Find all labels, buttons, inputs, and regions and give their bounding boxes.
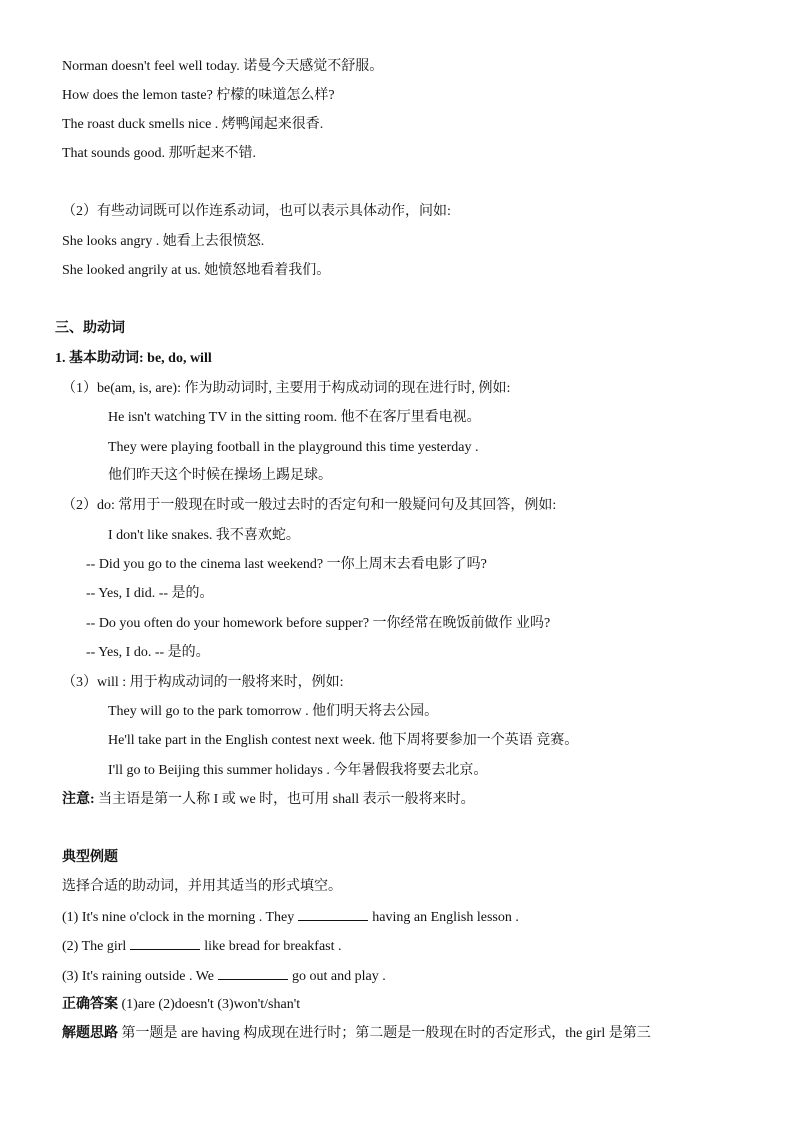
question-1: [62, 908, 519, 927]
answer-text: (1)are (2)doesn't (3)won't/shan't: [118, 997, 301, 1012]
note: [62, 791, 475, 809]
note-text: 当主语是第一人称 I 或 we 时，也可用 shall 表示一般将来时。: [94, 792, 475, 807]
question-2: [62, 937, 342, 956]
question-text: (3) It's raining outside . We: [62, 969, 214, 984]
answer: [62, 996, 300, 1014]
example-line: The roast duck smells nice . 烤鸭闻起来很香.: [62, 117, 324, 132]
be-intro: （1）be(am, is, are): 作为助动词时, 主要用于构成动词的现在进行时, 例如:: [62, 381, 511, 396]
question-text: (2) The girl: [62, 939, 127, 954]
answer-label: 正确答案: [62, 997, 118, 1012]
reasoning-label: 解题思路: [62, 1026, 118, 1041]
will-intro: （3）will : 用于构成动词的一般将来时，例如:: [62, 675, 344, 690]
section-heading: 三、助动词: [55, 321, 125, 336]
example-line: That sounds good. 那听起来不错.: [62, 146, 257, 161]
question-3: [62, 967, 386, 986]
example-line: I'll go to Beijing this summer holidays . 今年暑假我将要去北京。: [108, 763, 488, 778]
answer-blank: [298, 908, 368, 921]
example-line: They were playing football in the playground this time yesterday .: [108, 440, 479, 455]
example-line: She looked angrily at us. 她愤怒地看着我们。: [62, 263, 331, 278]
dialogue-line: -- Did you go to the cinema last weekend? 一你上周末去看电影了吗?: [86, 557, 487, 572]
question-text: (1) It's nine o'clock in the morning . They: [62, 910, 295, 925]
example-line: They will go to the park tomorrow . 他们明天将去公园。: [108, 704, 439, 719]
example-line: He isn't watching TV in the sitting room. 他不在客厅里看电视。: [108, 410, 481, 425]
dialogue-line: -- Do you often do your homework before supper? 一你经常在晚饭前做作 业吗?: [86, 616, 551, 631]
example-line: Norman doesn't feel well today. 诺曼今天感觉不舒服。: [62, 59, 384, 74]
dialogue-line: -- Yes, I do. -- 是的。: [86, 645, 210, 660]
exercise-instruction: 选择合适的助动词，并用其适当的形式填空。: [62, 879, 342, 894]
dual-verbs-intro: （2）有些动词既可以作连系动词，也可以表示具体动作，问如:: [62, 204, 451, 219]
do-intro: （2）do: 常用于一般现在时或一般过去时的否定句和一般疑问句及其回答，例如:: [62, 498, 557, 513]
note-label: 注意:: [62, 792, 95, 807]
question-text: having an English lesson .: [372, 910, 519, 925]
reasoning-text: 第一题是 are having 构成现在进行时；第二题是一般现在时的否定形式，the girl 是第三: [118, 1026, 651, 1041]
reasoning: [62, 1025, 651, 1043]
question-text: go out and play .: [292, 969, 386, 984]
answer-blank: [130, 937, 200, 950]
sub-heading: 1. 基本助动词: be, do, will: [55, 351, 212, 366]
exercise-heading: 典型例题: [62, 850, 118, 865]
question-text: like bread for breakfast .: [204, 939, 342, 954]
example-line: How does the lemon taste? 柠檬的味道怎么样?: [62, 88, 335, 103]
answer-blank: [218, 967, 288, 980]
example-line: He'll take part in the English contest next week. 他下周将要参加一个英语 竞赛。: [108, 733, 579, 748]
example-line: I don't like snakes. 我不喜欢蛇。: [108, 528, 300, 543]
dialogue-line: -- Yes, I did. -- 是的。: [86, 586, 214, 601]
example-line: 他们昨天这个时候在操场上踢足球。: [108, 468, 332, 483]
example-line: She looks angry . 她看上去很愤怒.: [62, 234, 265, 249]
